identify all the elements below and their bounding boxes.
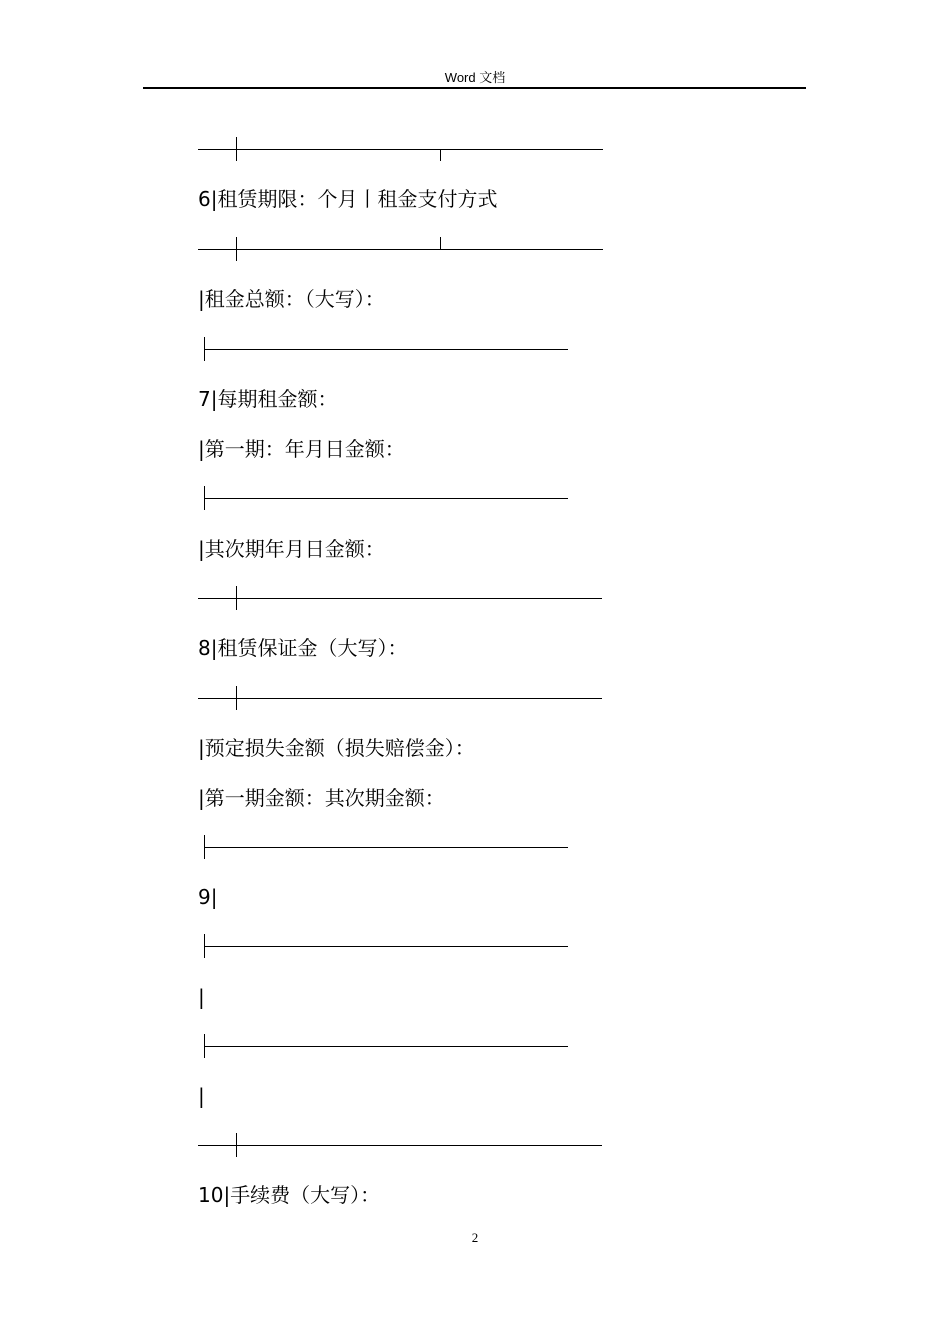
list-item: 8|租赁保证金（大写）： bbox=[198, 636, 408, 660]
page-number: 2 bbox=[471, 1230, 479, 1245]
list-item: | bbox=[198, 985, 205, 1009]
list-item: | bbox=[198, 1084, 205, 1108]
list-item: |租金总额：（大写）： bbox=[198, 287, 385, 311]
list-item: |其次期年月日金额： bbox=[198, 537, 385, 561]
list-item: 7|每期租金额： bbox=[198, 387, 338, 411]
list-item: 10|手续费（大写）： bbox=[198, 1183, 381, 1207]
list-item: |第一期金额：其次期金额： bbox=[198, 786, 445, 810]
header-title: Word 文档 bbox=[444, 70, 506, 85]
list-item: 6|租赁期限：个月丨租金支付方式 bbox=[198, 187, 498, 211]
list-item: |第一期：年月日金额： bbox=[198, 437, 405, 461]
list-item: |预定损失金额（损失赔偿金）： bbox=[198, 736, 475, 760]
list-item: 9| bbox=[198, 885, 218, 909]
header-divider bbox=[143, 87, 806, 89]
